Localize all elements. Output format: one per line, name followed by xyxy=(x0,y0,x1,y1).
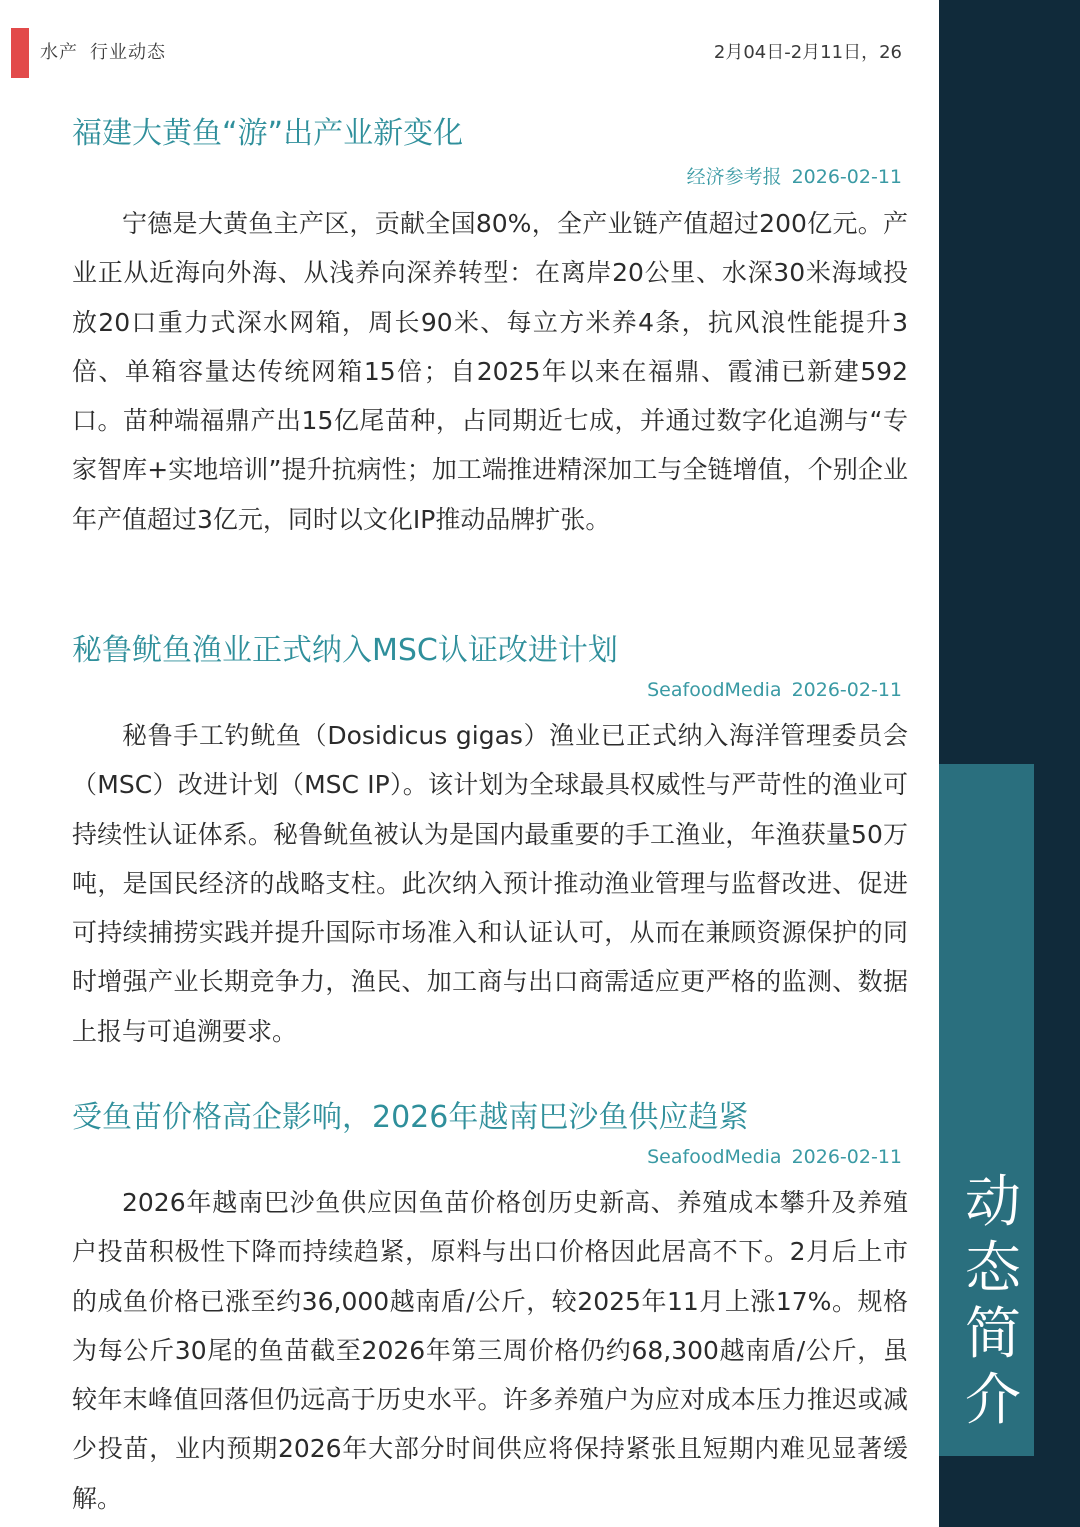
sidebar-title-char: 简 xyxy=(965,1302,1021,1367)
news-article xyxy=(72,631,908,1056)
article-source: 经济参考报 xyxy=(686,166,782,188)
sidebar-title-char: 介 xyxy=(965,1368,1021,1433)
article-date: 2026-02-11 xyxy=(791,166,902,188)
article-source-line xyxy=(72,1146,908,1168)
sidebar-title xyxy=(939,1170,1047,1434)
news-article xyxy=(72,114,908,544)
section-color-marker xyxy=(11,28,29,78)
article-date: 2026-02-11 xyxy=(791,679,902,701)
article-date: 2026-02-11 xyxy=(791,1146,902,1168)
header-category: 水产 xyxy=(40,42,78,63)
article-source: SeafoodMedia xyxy=(647,1146,782,1168)
news-article xyxy=(72,1098,908,1523)
article-source-line xyxy=(72,679,908,701)
article-body: 2026年越南巴沙鱼供应因鱼苗价格创历史新高、养殖成本攀升及养殖户投苗积极性下降而持续趋紧，原料与出口价格因此居高不下。2月后上市的成鱼价格已涨至约36,000越南盾/公斤，较2025年11月上涨17%。规格为每公斤30尾的鱼苗截至2026年第三周价格仍约68,300越南盾/公斤，虽较年末峰值回落但仍远高于历史水平。许多养殖户为应对成本压力推迟或减少投苗，业内预期2026年大部分时间供应将保持紧张且短期内难见显著缓解。 xyxy=(72,1188,908,1513)
article-source: SeafoodMedia xyxy=(647,679,782,701)
article-body: 秘鲁手工钓鱿鱼（Dosidicus gigas）渔业已正式纳入海洋管理委员会（MSC）改进计划（MSC IP）。该计划为全球最具权威性与严苛性的渔业可持续性认证体系。秘鲁鱿鱼被认为是国内最重要的手工渔业，年渔获量50万吨，是国民经济的战略支柱。此次纳入预计推动渔业管理与监督改进、促进可持续捕捞实践并提升国际市场准入和认证认可，从而在兼顾资源保护的同时增强产业长期竞争力，渔民、加工商与出口商需适应更严格的监测、数据上报与可追溯要求。 xyxy=(72,721,908,1046)
sidebar-title-char: 动 xyxy=(965,1170,1021,1235)
article-title: 受鱼苗价格高企影响，2026年越南巴沙鱼供应趋紧 xyxy=(72,1100,749,1135)
article-source-line xyxy=(72,162,908,189)
header-date-range: 2月04日-2月11日，26 xyxy=(713,42,902,63)
header-section-label xyxy=(40,38,166,64)
article-body: 宁德是大黄鱼主产区，贡献全国80%，全产业链产值超过200亿元。产业正从近海向外海、从浅养向深养转型：在离岸20公里、水深30米海域投放20口重力式深水网箱，周长90米、每立方米养4条，抗风浪性能提升3倍、单箱容量达传统网箱15倍；自2025年以来在福鼎、霞浦已新建592口。苗种端福鼎产出15亿尾苗种，占同期近七成，并通过数字化追溯与“专家智库+实地培训”提升抗病性；加工端推进精深加工与全链增值，个别企业年产值超过3亿元，同时以文化IP推动品牌扩张。 xyxy=(72,209,908,534)
sidebar-title-char: 态 xyxy=(965,1236,1021,1301)
article-title: 福建大黄鱼“游”出产业新变化 xyxy=(72,116,464,151)
article-title: 秘鲁鱿鱼渔业正式纳入MSC认证改进计划 xyxy=(72,633,618,668)
header-section: 行业动态 xyxy=(90,42,166,63)
